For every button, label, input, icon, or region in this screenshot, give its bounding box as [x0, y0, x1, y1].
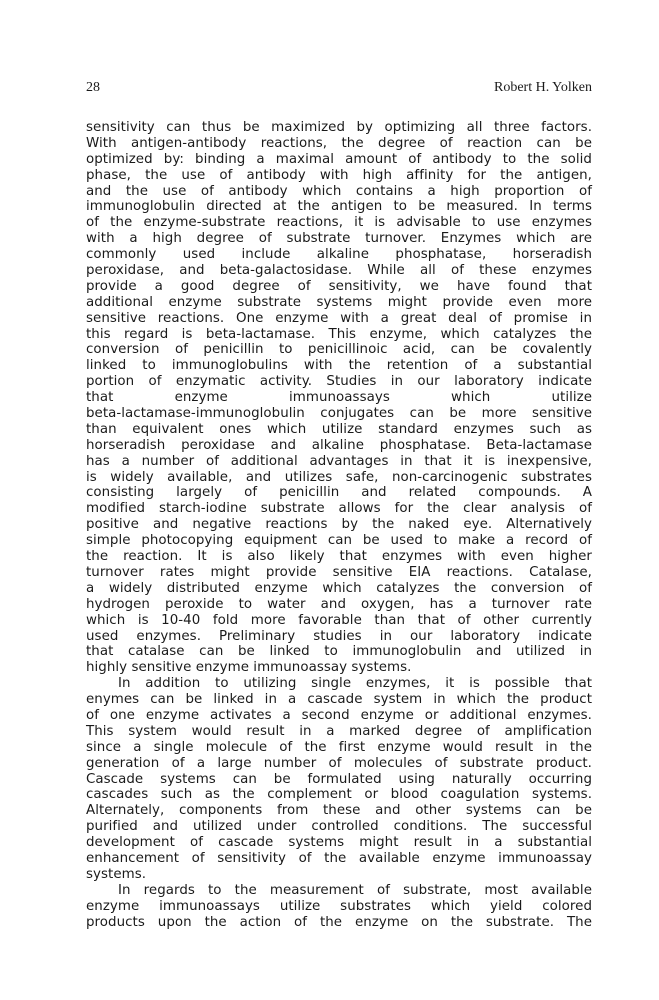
paragraph — [86, 120, 592, 676]
text-line: phase, the use of antibody with high affinity for the antigen, — [86, 167, 592, 183]
text-line: this regard is beta-lactamase. This enzyme, which catalyzes the — [86, 326, 592, 342]
text-line: conversion of penicillin to penicillinoic acid, can be covalently — [86, 342, 592, 358]
text-line: is widely available, and utilizes safe, non-carcinogenic substrates — [86, 469, 592, 485]
text-line: linked to immunoglobulins with the retention of a substantial — [86, 358, 592, 374]
text-line: since a single molecule of the first enzyme would result in the — [86, 739, 592, 755]
text-line: portion of enzymatic activity. Studies in our laboratory indicate — [86, 374, 592, 390]
text-line: with a high degree of substrate turnover. Enzymes which are — [86, 231, 592, 247]
page-header — [86, 80, 592, 98]
text-line: sensitive reactions. One enzyme with a great deal of promise in — [86, 310, 592, 326]
text-line: horseradish peroxidase and alkaline phosphatase. Beta-lactamase — [86, 437, 592, 453]
text-line: used enzymes. Preliminary studies in our laboratory indicate — [86, 628, 592, 644]
text-line: optimized by: binding a maximal amount of antibody to the solid — [86, 151, 592, 167]
text-line: With antigen-antibody reactions, the degree of reaction can be — [86, 135, 592, 151]
text-line: simple photocopying equipment can be used to make a record of — [86, 533, 592, 549]
text-line: cascades such as the complement or blood coagulation systems. — [86, 787, 592, 803]
text-line: enhancement of sensitivity of the available enzyme immunoassay — [86, 850, 592, 866]
text-line: sensitivity can thus be maximized by optimizing all three factors. — [86, 120, 592, 135]
text-line: turnover rates might provide sensitive EIA reactions. Catalase, — [86, 564, 592, 580]
text-line: a widely distributed enzyme which catalyzes the conversion of — [86, 580, 592, 596]
text-line: positive and negative reactions by the naked eye. Alternatively — [86, 517, 592, 533]
text-line: purified and utilized under controlled conditions. The successful — [86, 819, 592, 835]
text-line: beta-lactamase-immunoglobulin conjugates can be more sensitive — [86, 406, 592, 422]
text-line: enymes can be linked in a cascade system in which the product — [86, 692, 592, 708]
text-line: commonly used include alkaline phosphatase, horseradish — [86, 247, 592, 263]
text-line: Alternately, components from these and other systems can be — [86, 803, 592, 819]
text-line: generation of a large number of molecules of substrate product. — [86, 755, 592, 771]
text-line: systems. — [86, 866, 147, 882]
text-line: which is 10-40 fold more favorable than that of other currently — [86, 612, 592, 628]
text-line: provide a good degree of sensitivity, we have found that — [86, 278, 592, 294]
text-line: that enzyme immunoassays which utilize — [86, 390, 592, 406]
text-line: hydrogen peroxide to water and oxygen, has a turnover rate — [86, 596, 592, 612]
paragraph — [86, 883, 592, 931]
text-line: highly sensitive enzyme immunoassay systems. — [86, 660, 412, 676]
running-head: Robert H. Yolken — [493, 80, 592, 95]
text-line: products upon the action of the enzyme on the substrate. The — [86, 914, 592, 930]
text-line: enzyme immunoassays utilize substrates which yield colored — [86, 898, 592, 914]
text-line: consisting largely of penicillin and related compounds. A — [86, 485, 592, 501]
text-line: In regards to the measurement of substrate, most available — [118, 882, 592, 898]
text-line: additional enzyme substrate systems might provide even more — [86, 294, 592, 310]
text-line: that catalase can be linked to immunoglobulin and utilized in — [86, 644, 592, 660]
body-text — [86, 120, 592, 930]
text-line: This system would result in a marked degree of amplification — [86, 723, 592, 739]
text-line: has a number of additional advantages in that it is inexpensive, — [86, 453, 592, 469]
paragraph — [86, 676, 592, 883]
text-line: modified starch-iodine substrate allows for the clear analysis of — [86, 501, 592, 517]
text-line: of one enzyme activates a second enzyme or additional enzymes. — [86, 707, 592, 723]
text-line: development of cascade systems might result in a substantial — [86, 835, 592, 851]
text-line: peroxidase, and beta-galactosidase. While all of these enzymes — [86, 263, 592, 279]
text-line: immunoglobulin directed at the antigen to be measured. In terms — [86, 199, 592, 215]
text-line: Cascade systems can be formulated using naturally occurring — [86, 771, 592, 787]
text-line: than equivalent ones which utilize standard enzymes such as — [86, 421, 592, 437]
text-line: and the use of antibody which contains a high proportion of — [86, 183, 592, 199]
text-line: of the enzyme-substrate reactions, it is advisable to use enzymes — [86, 215, 592, 231]
page-number: 28 — [86, 80, 100, 95]
text-line: In addition to utilizing single enzymes, it is possible that — [118, 676, 592, 692]
text-line: the reaction. It is also likely that enzymes with even higher — [86, 549, 592, 565]
